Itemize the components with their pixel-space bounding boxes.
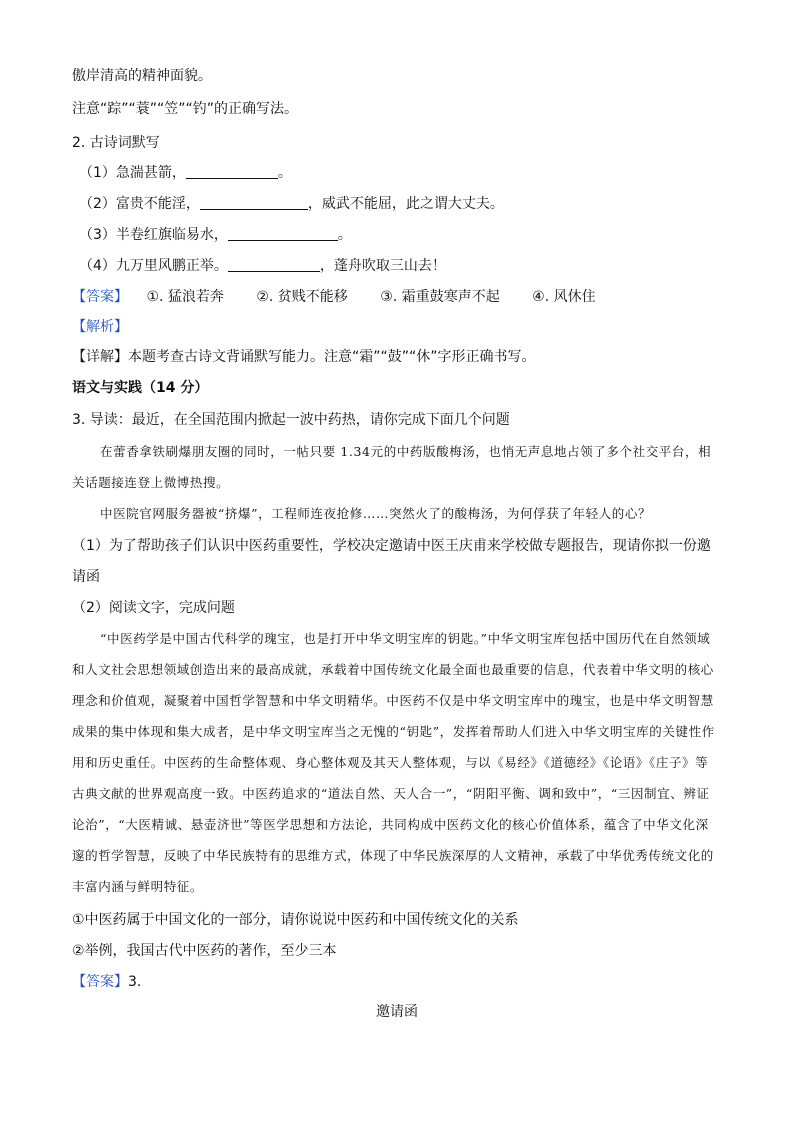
q3-passage-3-text: “中医药学是中国古代科学的瑰宝，也是打开中华文明宝库的钥匙。”中华文明宝库包括中国历代在自然领域和人文社会思想领域创造出来的最高成就，承载着中国传统文化最全面也最重要的信息，代表着中华文明的核心理念和价值观，凝聚着中国哲学智慧和中华文明精华。中医药不仅是中华文明宝库中的瑰宝，也是中华文明智慧成果的集中体现和集大成者，是中华文明宝库当之无愧的“钥匙”，发挥着帮助人们进入中华文明宝库的关键性作用和历史重任。中医药的生命整体观、身心整体观及其天人整体观，与以《易经》《道德经》《论语》《庄子》等古典文献的世界观高度一致。中医药追求的“道法自然、天人合一”，“阴阳平衡、调和致中”，“三因制宜、辨证论治”，“大医精诚、悬壶济世”等医学思想和方法论，共同构成中医药文化的核心价值体系，蕴含了中华文化深邃的哲学智慧，反映了中华民族特有的思维方式，体现了中华民族深厚的人文精神，承载了中华优秀传统文化的丰富内涵与鲜明特征。 (72, 631, 715, 894)
q2-item-4-post: ，蓬舟吹取三山去！ (319, 258, 446, 274)
section-title: 语文与实践（14 分） (72, 380, 209, 396)
q2-item-3-pre: （3）半卷红旗临易水， (79, 227, 228, 243)
answer-item-4: ④. 风休住 (532, 289, 596, 305)
q3-sub1-line-1: （1）为了帮助孩子们认识中医药重要性，学校决定邀请中医王庆甫来学校做专题报告，现请你拟一份邀 (72, 538, 711, 554)
answer-tag: 【答案】 (72, 289, 128, 305)
blank-line (228, 226, 338, 241)
blank-line (228, 257, 320, 272)
q2-item-1-pre: （1）急湍甚箭， (79, 165, 186, 181)
q3-sub1-line-2: 请函 (72, 569, 100, 585)
q2-item-3 (79, 225, 722, 245)
q3-sub2: （2）阅读文字，完成问题 (72, 600, 235, 616)
q3-passage-3 (72, 623, 718, 902)
q2-detail-row (72, 347, 722, 367)
answer-tag: 【答案】 (72, 974, 128, 990)
answer-item-2: ②. 贫贱不能移 (256, 289, 348, 305)
q2-item-1 (79, 163, 722, 183)
q3-passage-2-text: 中医院官网服务器被“挤爆”，工程师连夜抢修……突然火了的酸梅汤，为何俘获了年轻人的心？ (100, 506, 652, 521)
blank-line (200, 195, 308, 210)
q2-answer-row (72, 287, 722, 307)
q3-title: 3. 导读：最近，在全国范围内掀起一波中药热，请你完成下面几个问题 (72, 412, 510, 428)
answer-number: 3. (128, 974, 142, 990)
answer-item-1: ①. 猛浪若奔 (146, 289, 224, 305)
invitation-title: 邀请函 (376, 1004, 418, 1020)
q3-passage-2 (72, 498, 718, 529)
q2-item-4-pre: （4）九万里风鹏正举。 (79, 258, 228, 274)
analysis-tag: 【解析】 (72, 319, 128, 335)
q2-item-2 (79, 194, 722, 214)
q2-analysis-row (72, 317, 722, 337)
detail-text: 本题考查古诗文背诵默写能力。注意“霜”“鼓”“休”字形正确书写。 (128, 349, 536, 365)
q2-item-3-post: 。 (337, 227, 352, 243)
q2-title: 2. 古诗词默写 (72, 135, 160, 151)
detail-tag: 【详解】 (72, 349, 128, 365)
q2-item-2-pre: （2）富贵不能淫， (79, 196, 200, 212)
q3-question-b: ②举例，我国古代中医药的著作，至少三本 (72, 943, 337, 959)
answer-item-3: ③. 霜重鼓寒声不起 (380, 289, 500, 305)
q2-item-1-post: 。 (277, 165, 292, 181)
q2-item-2-post: ，威武不能屈，此之谓大丈夫。 (307, 196, 504, 212)
intro-line-1: 傲岸清高的精神面貌。 (72, 68, 212, 84)
intro-line-2: 注意“踪”“蓑”“笠”“钓”的正确写法。 (72, 101, 299, 117)
q3-answer-row (72, 972, 722, 992)
q3-passage-1-text: 在蕾香拿铁刷爆朋友圈的同时，一帖只要 1.34元的中药版酸梅汤，也悄无声息地占领了多个社交平台，相关话题接连登上微博热搜。 (72, 444, 712, 490)
blank-line (186, 164, 278, 179)
q3-passage-1 (72, 436, 718, 498)
q2-item-4 (79, 256, 722, 276)
q3-question-a: ①中医药属于中国文化的一部分，请你说说中医药和中国传统文化的关系 (72, 912, 519, 928)
